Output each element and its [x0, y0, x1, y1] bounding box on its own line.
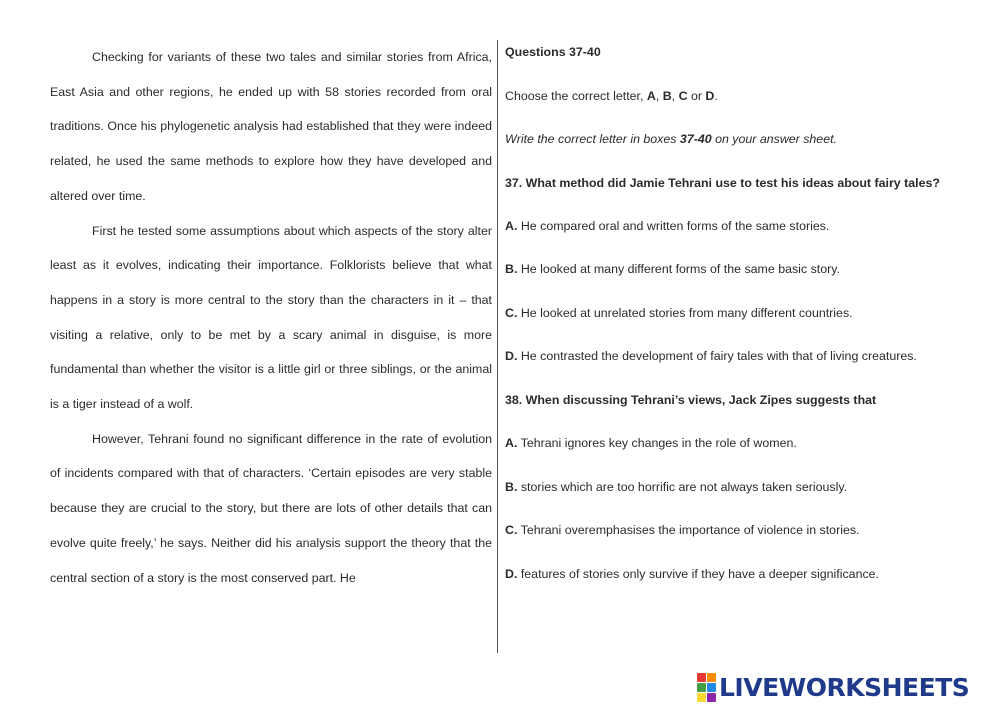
passage-paragraph-1: Checking for variants of these two tales and similar stories from Africa, East Asia and other regions, he ended up with 58 stories recorded from oral traditions. Once his phylogenetic analysis had established that they were indeed related, he used the same methods to explore how they have developed and altered over time.	[50, 50, 492, 203]
instruction-sep-2: ,	[671, 89, 679, 103]
option-letter: D.	[505, 567, 518, 581]
logo-block	[697, 673, 706, 682]
answer-note	[505, 132, 837, 146]
questions-heading: Questions 37-40	[505, 45, 601, 59]
logo-block	[707, 693, 716, 702]
instruction-letter-a: A	[646, 89, 656, 103]
logo-block	[707, 673, 716, 682]
instruction-letter-c: C	[678, 89, 688, 103]
option-text: He contrasted the development of fairy tales with that of living creatures.	[517, 349, 917, 363]
question-37-option-b[interactable]	[505, 262, 840, 276]
passage-paragraph-3: However, Tehrani found no significant difference in the rate of evolution of incidents compared with that of characters. ‘Certain episodes are very stable because they are crucial to the story, but there are lots of other details that can evolve quite freely,’ he says. Neither did his analysis support the theory that the central section of a story is the most conserved part. He	[50, 431, 492, 585]
question-38-stem: 38. When discussing Tehrani’s views, Jack Zipes suggests that	[505, 393, 877, 407]
instruction-line	[505, 89, 718, 103]
answer-note-suffix: on your answer sheet.	[711, 132, 837, 146]
instruction-prefix: Choose the correct letter,	[505, 89, 647, 103]
instruction-sep-1: ,	[655, 89, 663, 103]
option-text: features of stories only survive if they have a deeper significance.	[517, 567, 879, 581]
option-text: He looked at many different forms of the same basic story.	[517, 262, 840, 276]
question-37-option-c[interactable]	[505, 306, 853, 320]
question-38-option-d[interactable]	[505, 567, 879, 581]
instruction-suffix: .	[714, 89, 718, 103]
option-letter: B.	[505, 262, 518, 276]
logo-block	[697, 693, 706, 702]
question-37-option-a[interactable]	[505, 219, 829, 233]
instruction-letter-d: D	[705, 89, 715, 103]
question-38-option-c[interactable]	[505, 523, 859, 537]
question-37-option-d[interactable]	[505, 349, 917, 363]
answer-note-boxes: 37-40	[679, 132, 712, 146]
option-letter: C.	[505, 306, 518, 320]
logo-block	[707, 683, 716, 692]
reading-passage	[50, 40, 492, 595]
question-37-stem: 37. What method did Jamie Tehrani use to test his ideas about fairy tales?	[505, 176, 940, 190]
option-letter: B.	[505, 480, 518, 494]
column-divider	[497, 40, 498, 653]
option-text: He looked at unrelated stories from many different countries.	[517, 306, 853, 320]
question-38-option-a[interactable]	[505, 436, 797, 450]
option-letter: D.	[505, 349, 518, 363]
passage-paragraph-2: First he tested some assumptions about which aspects of the story alter least as it evolves, indicating their importance. Folklorists believe that what happens in a story is more central to the story than the characters in it – that visiting a relative, only to be met by a scary animal in disguise, is more fundamental than whether the visitor is a little girl or three siblings, or the animal is a tiger instead of a wolf.	[50, 223, 492, 412]
logo-text: LIVEWORKSHEETS	[719, 672, 970, 702]
option-text: Tehrani overemphasises the importance of violence in stories.	[517, 523, 860, 537]
instruction-sep-3: or	[687, 89, 706, 103]
option-letter: A.	[505, 219, 518, 233]
logo-block	[697, 683, 706, 692]
instruction-letter-b: B	[662, 89, 672, 103]
option-letter: C.	[505, 523, 518, 537]
option-text: Tehrani ignores key changes in the role of women.	[517, 436, 797, 450]
option-text: He compared oral and written forms of the same stories.	[517, 219, 830, 233]
answer-note-prefix: Write the correct letter in boxes	[505, 132, 680, 146]
question-38-option-b[interactable]	[505, 480, 847, 494]
liveworksheets-logo[interactable]	[697, 672, 969, 702]
option-letter: A.	[505, 436, 518, 450]
option-text: stories which are too horrific are not always taken seriously.	[517, 480, 848, 494]
logo-blocks-icon	[697, 673, 716, 702]
